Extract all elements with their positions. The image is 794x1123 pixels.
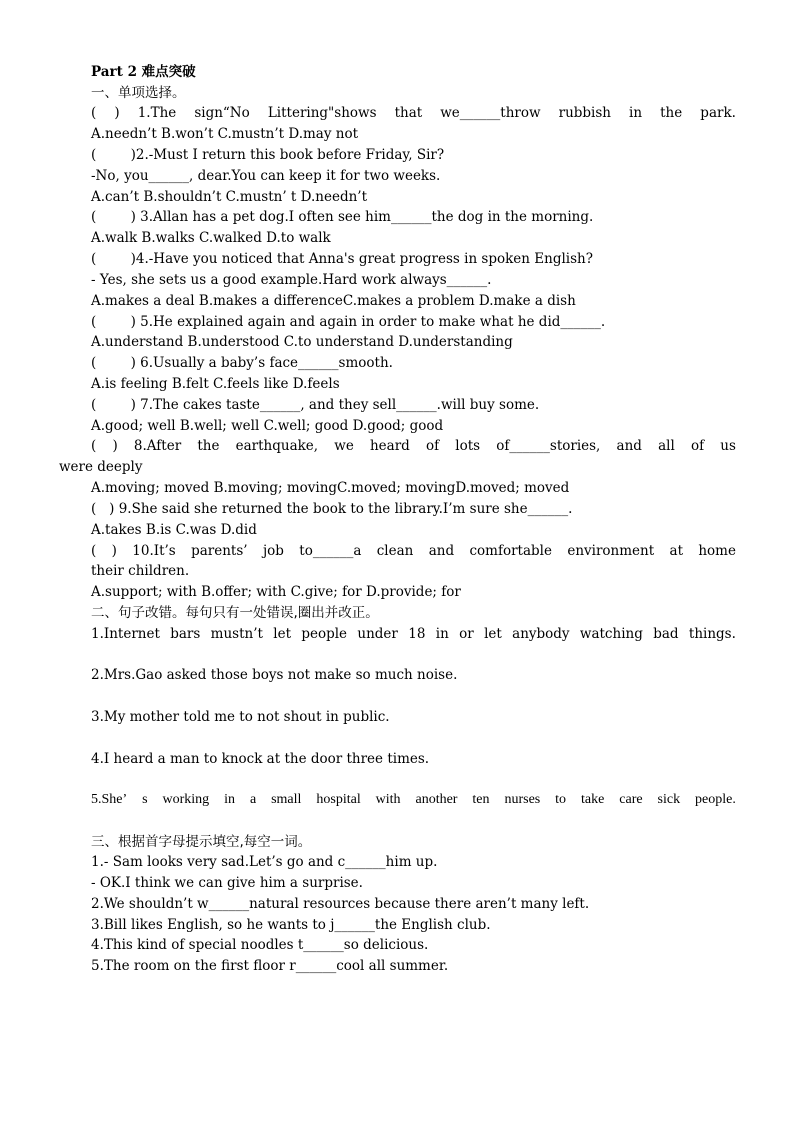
correction-2: 2.Mrs.Gao asked those boys not make so much noise. — [91, 667, 458, 683]
question-2: ( )2.-Must I return this book before Friday, Sir? — [91, 147, 445, 163]
options-5: A.understand B.understood C.to understand D.understanding — [91, 334, 513, 350]
section-2-heading: 二、句子改错。每句只有一处错误,圈出并改正。 — [91, 605, 379, 621]
page-title: Part 2 难点突破 — [91, 64, 196, 80]
correction-1: 1.Internet bars mustn’t let people under 18 in or let anybody watching bad things. — [91, 626, 736, 642]
options-9: A.takes B.is C.was D.did — [91, 522, 257, 538]
question-8: ( ) 8.After the earthquake, we heard of lots of______stories, and all of us — [91, 438, 736, 454]
question-3: ( ) 3.Allan has a pet dog.I often see him______the dog in the morning. — [91, 209, 594, 225]
options-7: A.good; well B.well; well C.well; good D.good; good — [91, 418, 444, 434]
options-8: A.moving; moved B.moving; movingC.moved; movingD.moved; moved — [91, 480, 570, 496]
question-4: ( )4.-Have you noticed that Anna's great progress in spoken English? — [91, 251, 593, 267]
question-9: ( ) 9.She said she returned the book to the library.I’m sure she______. — [91, 501, 573, 517]
question-10: ( ) 10.It’s parents’ job to______a clean and comfortable environment at home — [91, 543, 736, 559]
question-6: ( ) 6.Usually a baby’s face______smooth. — [91, 355, 393, 371]
options-10: A.support; with B.offer; with C.give; for D.provide; for — [91, 584, 461, 600]
correction-4: 4.I heard a man to knock at the door three times. — [91, 751, 430, 767]
options-6: A.is feeling B.felt C.feels like D.feels — [91, 376, 340, 392]
question-7: ( ) 7.The cakes taste______, and they sell______.will buy some. — [91, 397, 540, 413]
question-8-continued: were deeply — [59, 459, 143, 475]
section-3-heading: 三、根据首字母提示填空,每空一词。 — [91, 834, 312, 850]
question-5: ( ) 5.He explained again and again in order to make what he did______. — [91, 314, 606, 330]
options-2: A.can’t B.shouldn’t C.mustn’ t D.needn’t — [91, 189, 368, 205]
fill-blank-4: 4.This kind of special noodles t______so delicious. — [91, 937, 429, 953]
options-4: A.makes a deal B.makes a differenceC.makes a problem D.make a dish — [91, 293, 576, 309]
fill-blank-1: 1.- Sam looks very sad.Let’s go and c______him up. — [91, 854, 438, 870]
fill-blank-3: 3.Bill likes English, so he wants to j______the English club. — [91, 917, 491, 933]
question-1: ( ) 1.The sign“No Littering"shows that we______throw rubbish in the park. — [91, 105, 736, 121]
fill-blank-5: 5.The room on the first floor r______cool all summer. — [91, 958, 449, 974]
question-2-reply: -No, you______, dear.You can keep it for two weeks. — [91, 168, 441, 184]
section-1-heading: 一、单项选择。 — [91, 85, 186, 101]
correction-3: 3.My mother told me to not shout in public. — [91, 709, 390, 725]
fill-blank-2: 2.We shouldn’t w______natural resources because there aren’t many left. — [91, 896, 590, 912]
fill-blank-1-reply: - OK.I think we can give him a surprise. — [91, 875, 363, 891]
question-4-reply: - Yes, she sets us a good example.Hard work always______. — [91, 272, 492, 288]
options-3: A.walk B.walks C.walked D.to walk — [91, 230, 331, 246]
correction-5: 5.She’ s working in a small hospital with another ten nurses to take care sick people. — [91, 792, 736, 807]
options-1: A.needn’t B.won’t C.mustn’t D.may not — [91, 126, 358, 142]
question-10-continued: their children. — [91, 563, 190, 579]
